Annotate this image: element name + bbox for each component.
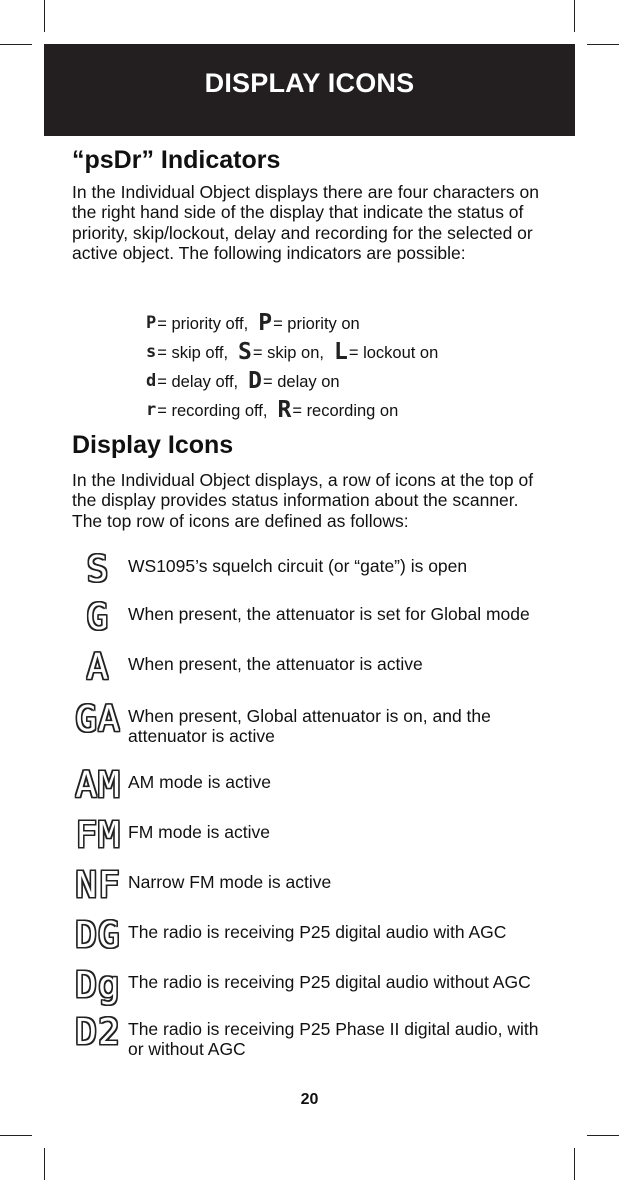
delay-on-label: = delay on <box>263 373 340 391</box>
icon-description: FM mode is active <box>128 822 270 842</box>
lockout-on-label: = lockout on <box>348 344 439 362</box>
crop-mark <box>587 1135 619 1136</box>
crop-mark <box>587 44 619 45</box>
p25-agc-icon: DG <box>75 915 121 956</box>
header-bar <box>44 44 575 136</box>
crop-mark <box>44 0 45 32</box>
psdr-heading: “psDr” Indicators <box>72 146 281 174</box>
indicator-row-recording <box>146 395 398 421</box>
am-mode-icon: AM <box>75 765 121 806</box>
priority-on-label: = priority on <box>273 315 360 333</box>
global-attenuator-active-icon: GA <box>75 699 121 740</box>
skip-on-label: = skip on, <box>252 344 324 362</box>
indicator-row-priority <box>146 308 360 334</box>
icon-description: When present, the attenuator is active <box>128 654 423 674</box>
recording-off-label: = recording off, <box>157 402 268 420</box>
indicator-row-skip <box>146 337 438 363</box>
display-icons-paragraph: In the Individual Object displays, a row of icons at the top of the display provides status information about the scanner. The top row of icons are defined as follows: <box>72 470 534 531</box>
icon-description: The radio is receiving P25 digital audio without AGC <box>128 972 531 992</box>
delay-on-glyph: D <box>248 368 261 394</box>
icon-description: When present, the attenuator is set for Global mode <box>128 604 530 624</box>
delay-off-glyph: d <box>146 371 156 391</box>
crop-mark <box>0 44 32 45</box>
recording-on-glyph: R <box>277 397 291 423</box>
indicator-row-delay <box>146 366 340 392</box>
psdr-paragraph: In the Individual Object displays there are four characters on the right hand side of the display that indicate the status of priority, skip/lockout, delay and recording for the selected or active object. The following indicators are possible: <box>72 182 539 263</box>
crop-mark <box>574 1148 575 1180</box>
crop-mark <box>44 1148 45 1180</box>
p25-no-agc-icon: Dg <box>75 965 121 1006</box>
attenuator-icon: A <box>86 647 110 688</box>
icon-description: The radio is receiving P25 Phase II digital audio, with or without AGC <box>128 1019 539 1059</box>
page-title: DISPLAY ICONS <box>204 67 415 98</box>
priority-off-label: = priority off, <box>157 315 249 333</box>
skip-off-glyph: s <box>146 342 156 362</box>
skip-on-glyph: S <box>238 339 251 365</box>
icon-description: The radio is receiving P25 digital audio with AGC <box>128 922 507 942</box>
skip-off-label: = skip off, <box>157 344 229 362</box>
global-attenuator-icon: G <box>86 597 110 638</box>
icon-description: AM mode is active <box>128 772 271 792</box>
crop-mark <box>574 0 575 32</box>
icon-description: Narrow FM mode is active <box>128 872 332 892</box>
fm-mode-icon: FM <box>75 815 121 856</box>
squelch-icon: S <box>86 549 110 590</box>
priority-on-glyph: P <box>258 310 272 336</box>
recording-on-label: = recording on <box>292 402 399 420</box>
recording-off-glyph: r <box>146 400 156 420</box>
narrow-fm-icon: NF <box>75 865 121 906</box>
crop-mark <box>0 1135 32 1136</box>
delay-off-label: = delay off, <box>157 373 239 391</box>
icon-description: WS1095’s squelch circuit (or “gate”) is open <box>128 556 468 576</box>
priority-off-glyph: P <box>146 313 156 333</box>
p25-phase2-icon: D2 <box>75 1012 121 1053</box>
page-number: 20 <box>300 1091 319 1108</box>
lockout-on-glyph: L <box>333 339 347 365</box>
icon-description: When present, Global attenuator is on, and the attenuator is active <box>128 706 491 746</box>
display-icons-heading: Display Icons <box>72 431 234 459</box>
